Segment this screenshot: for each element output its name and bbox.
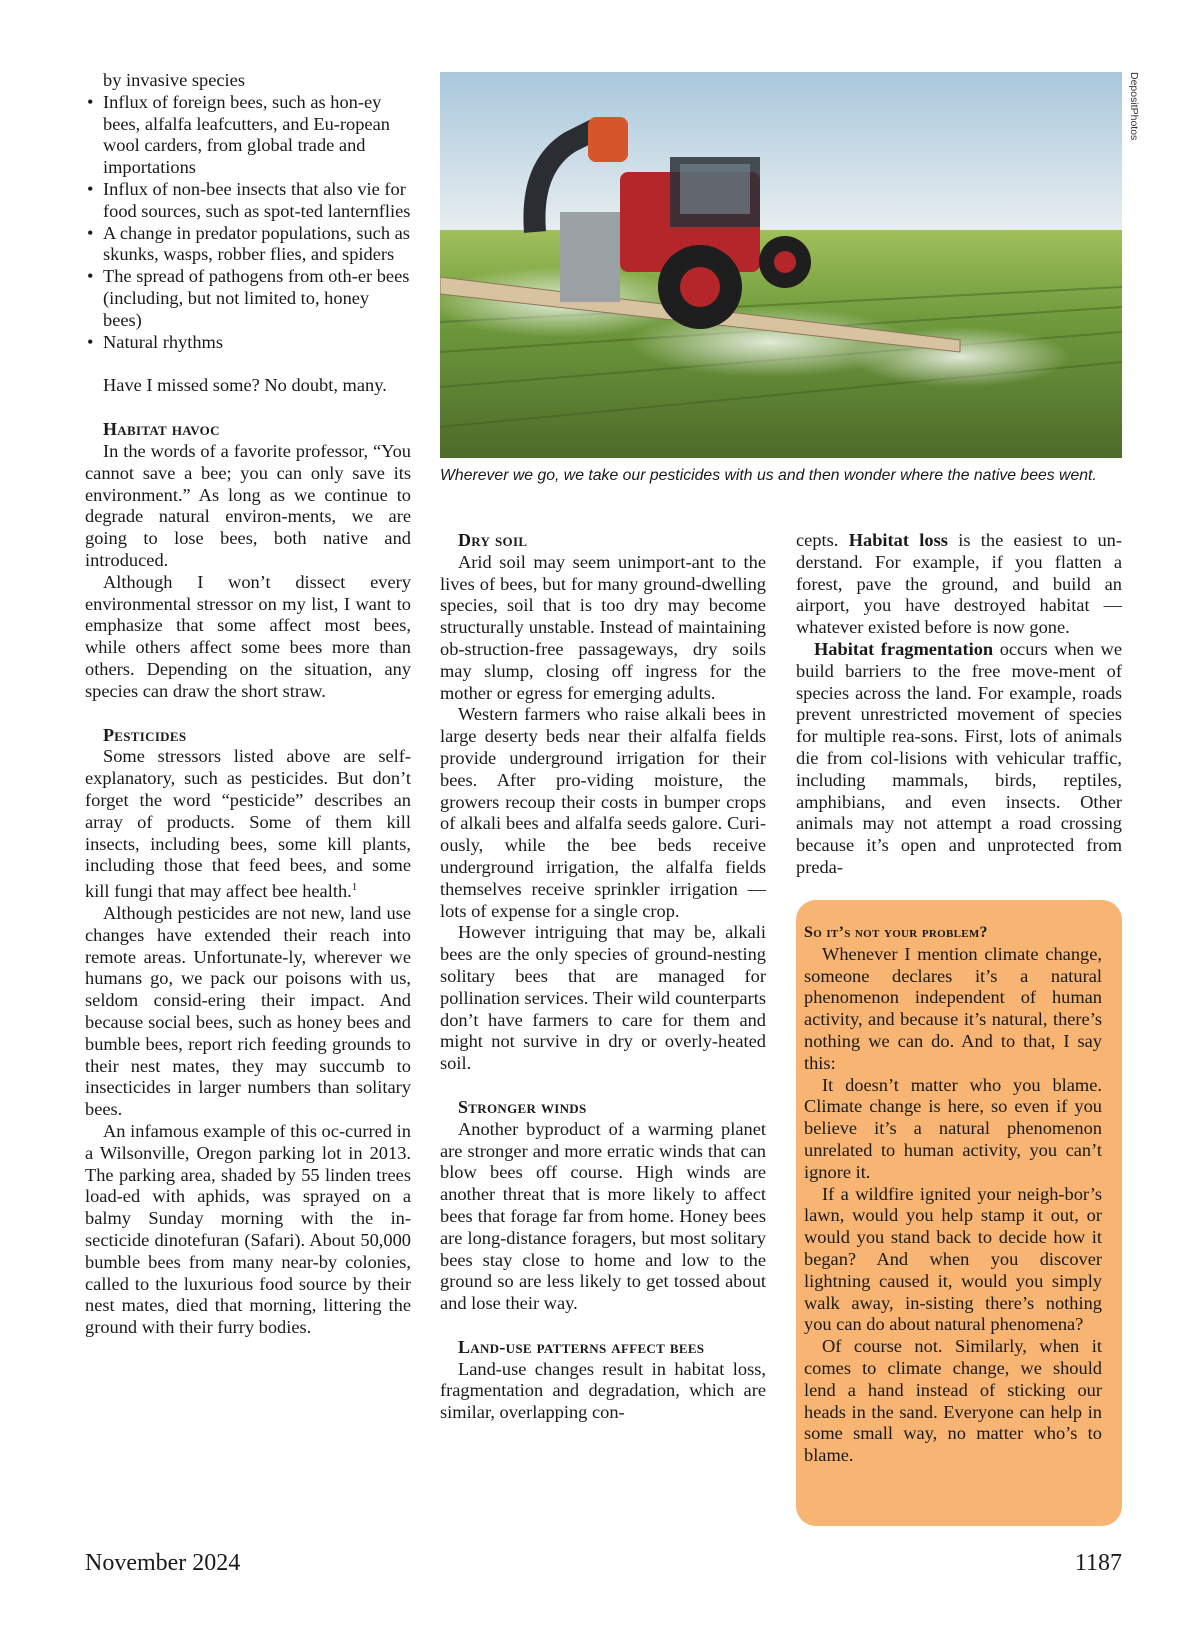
heading-habitat-havoc: Habitat havoc — [103, 419, 220, 440]
paragraph: Of course not. Similarly, when it comes to climate change, we should lend a hand instead of sticking our heads in the sand. Everyone can help in some small way, no matter who’s to blame. — [804, 1336, 1102, 1466]
paragraph: Whenever I mention climate change, someone declares it’s a natural phenomenon independent of human activity, and because it’s natural, there’s nothing we can do. And to that, I say this: — [804, 943, 1102, 1073]
paragraph-missed: Have I missed some? No doubt, many. — [103, 375, 387, 396]
paragraph: Although pesticides are not new, land use changes have extended their reach into remote areas. Unfortunate-ly, wherever we humans go, we pack our poisons with us, seldom consid-ering their impact. And because social bees, such as honey bees and bumble bees, report rich feeding grounds to their nest mates, they may succumb to insecticides in larger numbers than solitary bees. — [85, 903, 411, 1120]
paragraph — [796, 639, 1122, 879]
page-number: 1187 — [1074, 1550, 1122, 1576]
paragraph: However intriguing that may be, alkali bees are the only species of ground-nesting solitary bees that are managed for pollination services. Their wild counterparts don’t have farmers to care for them and might not survive in dry or overly-heated soil. — [440, 922, 766, 1074]
paragraph: Arid soil may seem unimport-ant to the lives of bees, but for many ground-dwelling species, soil that is too dry may become structurally unstable. Instead of maintaining ob-struction-free passageways, dry soils may slump, closing off ingress for the mother or egress for emerging adults. — [440, 551, 766, 703]
list-item: • Natural rhythms — [85, 332, 411, 354]
sidebar-box — [796, 900, 1122, 1526]
text: is the easiest to un-derstand. For example, if you flatten a forest, pave the ground, and build an airport, you have destroyed habitat — whatever existed before is now gone. — [796, 530, 1122, 638]
paragraph: Another byproduct of a warming planet are stronger and more erratic winds that can blow bees off course. High winds are another threat that is more likely to affect bees that forage far from home. Honey bees are long-distance foragers, but most solitary bees stay close to home and low to the ground so are less likely to get tossed about and lose their way. — [440, 1118, 766, 1314]
paragraph: An infamous example of this oc-curred in a Wilsonville, Oregon parking lot in 2013. The parking area, shaded by 55 linden trees load-ed with aphids, was sprayed on a balmy Sunday morning with the in-secticide dinotefuran (Safari). About 50,000 bumble bees from many near-by colonies, called to the luxurious food source by their nest mates, died that morning, littering the ground with their furry bodies. — [85, 1120, 411, 1338]
photo-credit-text: DepositPhotos — [1128, 72, 1140, 141]
column-middle — [440, 530, 766, 1424]
sidebar-heading: So it’s not your problem? — [804, 924, 988, 941]
paragraph: Although I won’t dissect every environmental stressor on my list, I want to emphasize that some affect most bees, while others affect some bees more than others. Depending on the situation, any species can draw the short straw. — [85, 571, 411, 701]
column-left — [85, 70, 411, 1339]
list-item: • Influx of non-bee insects that also vie for food sources, such as spot-ted lanternflies — [85, 179, 411, 223]
photo-credit — [1126, 72, 1144, 162]
term-habitat-fragmentation: Habitat fragmentation — [814, 638, 994, 659]
list-item: • Influx of foreign bees, such as hon-ey bees, alfalfa leafcutters, and Eu-ropean wool carders, from global trade and importations — [85, 92, 411, 179]
heading-stronger-winds: Stronger winds — [458, 1096, 587, 1117]
bullet-continuation: by invasive species — [103, 70, 245, 90]
paragraph: If a wildfire ignited your neigh-bor’s lawn, would you help stamp it out, or would you stand back to decide how it began? And when you discover lightning caused it, would you simply walk away, in-sisting there’s nothing you can do about natural phenomena? — [804, 1183, 1102, 1335]
heading-land-use: Land-use patterns affect bees — [458, 1336, 705, 1357]
list-item: • A change in predator populations, such as skunks, wasps, robber flies, and spiders — [85, 223, 411, 267]
paragraph: Western farmers who raise alkali bees in large deserty beds near their alfalfa fields provide underground irrigation for their bees. After pro-viding moisture, the growers recoup their costs in bumper crops of alkali bees and alfalfa seeds galore. Curi-ously, while the bee beds receive underground irrigation, the alfalfa fields themselves receive sprinkler irrigation — lots of expense for a single crop. — [440, 704, 766, 921]
list-item: • The spread of pathogens from oth-er bees (including, but not limited to, honey bees) — [85, 266, 411, 331]
paragraph: Land-use changes result in habitat loss, fragmentation and degradation, which are similar, overlapping con- — [440, 1358, 766, 1423]
text: cepts. — [796, 530, 839, 550]
heading-pesticides: Pesticides — [103, 724, 187, 745]
term-habitat-loss: Habitat loss — [848, 530, 948, 550]
paragraph-text: Some stressors listed above are self-explanatory, such as pesticides. But don’t forget the word “pesticide” describes an array of products. Some of them kill insects, including bees, some kill plants, including those that feed bees, and some kill fungi that may affect bee health. — [85, 746, 411, 902]
text: occurs when we build barriers to the free move-ment of species across the land. For example, roads prevent unrestricted movement of species for multiple rea-sons. First, lots of animals die from col-lisions with vehicular traffic, including mammals, birds, reptiles, amphibians, and even insects. Other animals may not attempt a road crossing because it’s open and unprotected from preda- — [796, 638, 1122, 877]
paragraph: In the words of a favorite professor, “You cannot save a bee; you can only save its environment.” As long as we continue to degrade natural environ-ments, we are going to lose bees, both native and introduced. — [85, 440, 411, 570]
photo-caption: Wherever we go, we take our pesticides with us and then wonder where the native bees went. — [440, 467, 1097, 484]
tractor-spraying-photo — [440, 72, 1122, 458]
sidebar-content — [804, 922, 1102, 1467]
footnote-ref: 1 — [351, 881, 358, 894]
footer-date: November 2024 — [85, 1550, 241, 1576]
paragraph: It doesn’t matter who you blame. Climate change is here, so even if you believe it’s a natural phenomenon unrelated to human activity, you can’t ignore it. — [804, 1074, 1102, 1182]
column-right — [796, 530, 1122, 879]
stressor-list — [85, 92, 411, 354]
paragraph — [796, 530, 1122, 639]
paragraph — [85, 746, 411, 903]
photo-illustration — [440, 72, 1122, 458]
heading-dry-soil: Dry soil — [458, 530, 528, 550]
